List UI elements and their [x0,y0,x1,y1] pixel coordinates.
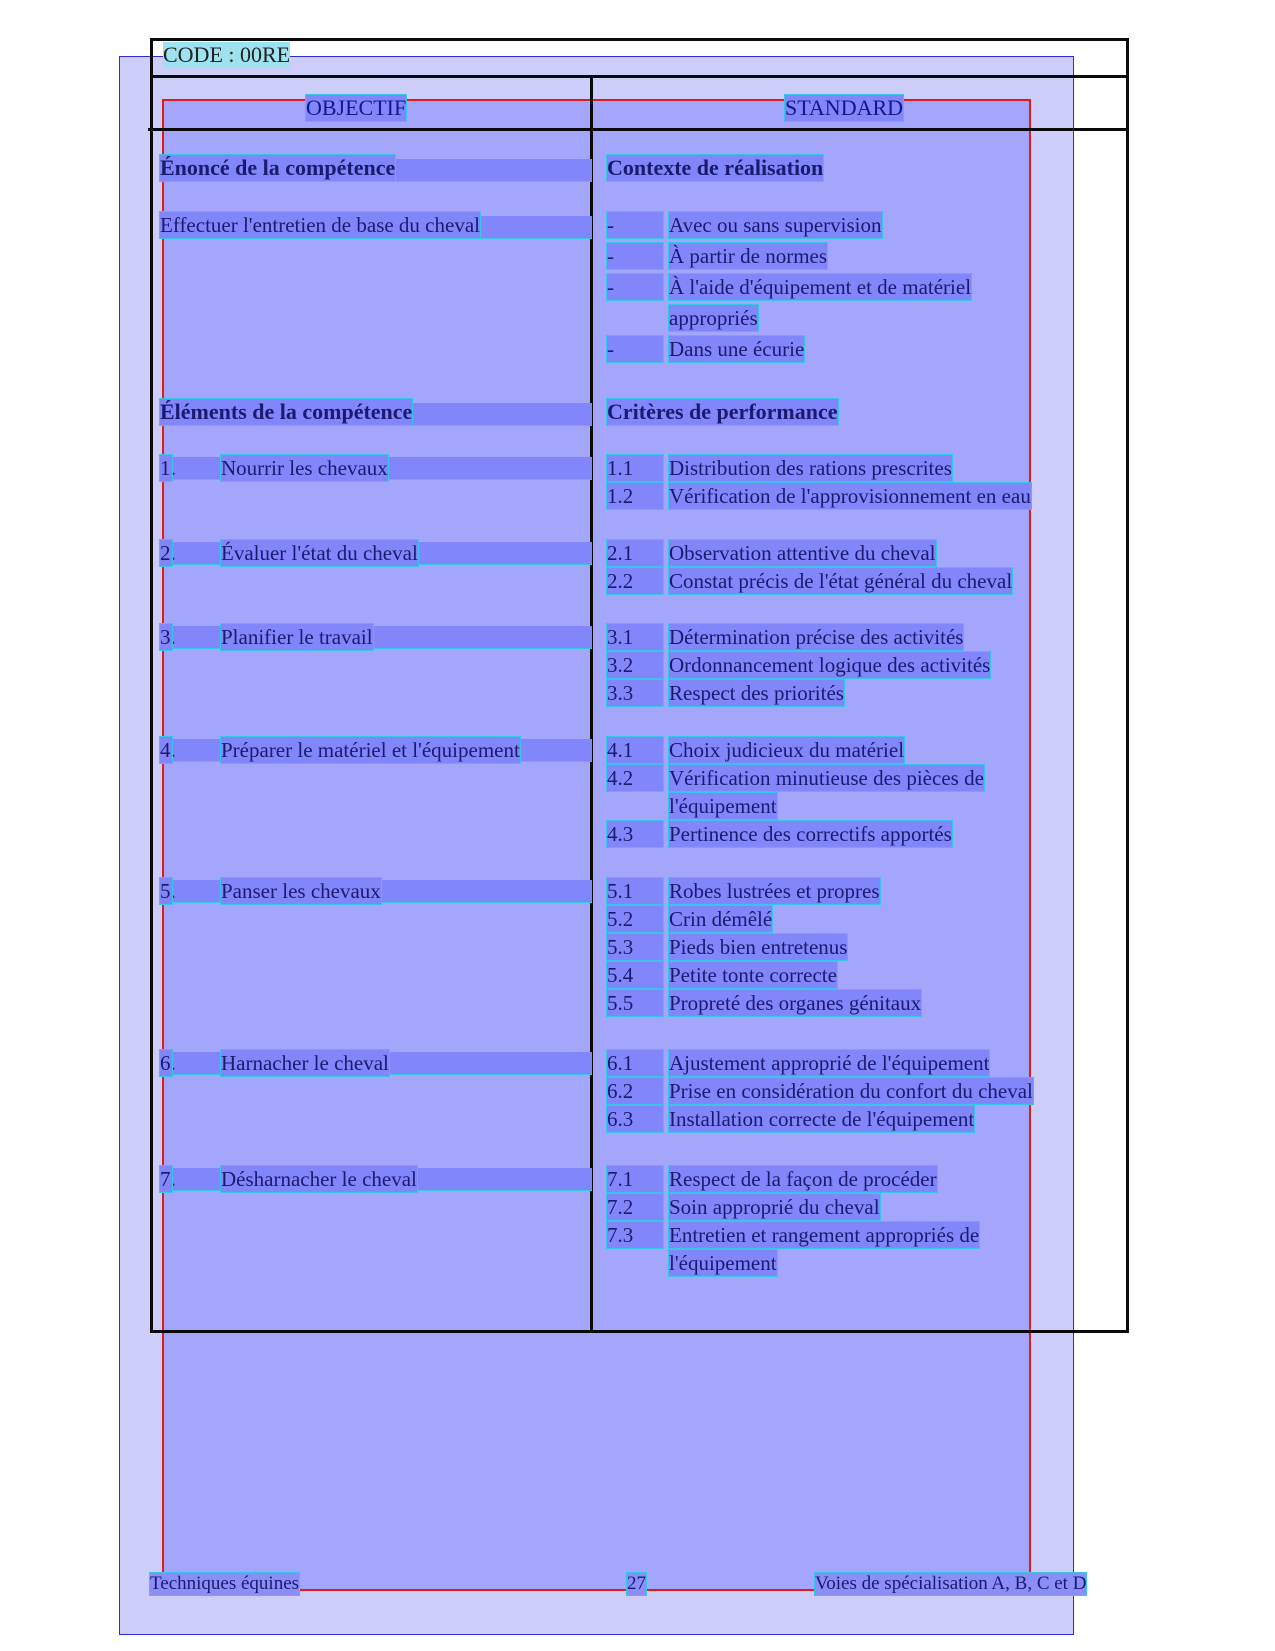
element-label: Harnacher le cheval [221,1051,389,1075]
frame-code-divider [150,75,1129,78]
criterion-text: l'équipement [669,794,777,818]
element-number: 6. [160,1051,176,1075]
criterion-number: 5.3 [607,934,663,960]
criterion-text: l'équipement [669,1251,777,1275]
criterion-text: Vérification minutieuse des pièces de [669,766,984,790]
criterion-text: Vérification de l'approvisionnement en eau [669,484,1031,508]
criterion-text: Crin démêlé [669,907,773,931]
section-title-left: Éléments de la compétence [160,399,413,424]
criterion-text: Choix judicieux du matériel [669,738,905,762]
criterion-text: Ordonnancement logique des activités [669,653,991,677]
criterion-text: Ajustement approprié de l'équipement [669,1051,990,1075]
frame-right [1126,38,1129,1333]
criterion-text: Respect de la façon de procéder [669,1167,937,1191]
context-marker: - [607,336,663,362]
criterion-number: 3.2 [607,652,663,678]
criterion-text: Petite tonte correcte [669,963,837,987]
criterion-text: Détermination précise des activités [669,625,964,649]
competence-statement: Effectuer l'entretien de base du cheval [160,213,480,237]
criterion-number: 5.2 [607,906,663,932]
criterion-text: Propreté des organes génitaux [669,991,922,1015]
footer-left: Techniques équines [150,1573,300,1594]
context-text: À l'aide d'équipement et de matériel [669,275,972,299]
frame-bottom [150,1330,1129,1333]
element-label: Évaluer l'état du cheval [221,541,418,565]
criterion-text: Constat précis de l'état général du cheval [669,569,1013,593]
element-label: Désharnacher le cheval [221,1167,417,1191]
section-title-right: Critères de performance [607,399,838,424]
criterion-number: 6.3 [607,1106,663,1132]
context-marker: - [607,243,663,269]
criterion-number: 5.1 [607,878,663,904]
document-code: CODE : 00RE [163,42,291,67]
criterion-number: 4.2 [607,765,663,791]
context-marker: - [607,212,663,238]
element-number: 2. [160,541,176,565]
element-number: 7. [160,1167,176,1191]
context-text: Avec ou sans supervision [669,213,882,237]
criterion-text: Robes lustrées et propres [669,879,880,903]
element-label: Panser les chevaux [221,879,381,903]
column-header-standard: STANDARD [785,95,904,120]
context-text: appropriés [669,306,758,330]
criterion-text: Soin approprié du cheval [669,1195,880,1219]
criterion-number: 1.2 [607,483,663,509]
element-label: Nourrir les chevaux [221,456,388,480]
element-number: 1. [160,456,176,480]
criterion-number: 7.1 [607,1166,663,1192]
criterion-number: 7.2 [607,1194,663,1220]
context-text: Dans une écurie [669,337,805,361]
element-number: 3. [160,625,176,649]
page-number: 27 [627,1573,646,1594]
criterion-number: 4.3 [607,821,663,847]
frame-left [150,38,153,1333]
frame-header-divider [148,128,1129,131]
criterion-number: 1.1 [607,455,663,481]
criterion-number: 7.3 [607,1222,663,1248]
criterion-text: Respect des priorités [669,681,844,705]
criterion-number: 6.1 [607,1050,663,1076]
criterion-number: 3.1 [607,624,663,650]
criterion-number: 5.5 [607,990,663,1016]
frame-column-divider [590,75,593,1333]
section-title-right: Contexte de réalisation [607,155,824,180]
criterion-text: Entretien et rangement appropriés de [669,1223,980,1247]
criterion-number: 5.4 [607,962,663,988]
criterion-text: Installation correcte de l'équipement [669,1107,975,1131]
criterion-text: Pieds bien entretenus [669,935,848,959]
frame-top [150,38,1129,41]
footer-right: Voies de spécialisation A, B, C et D [815,1573,1087,1594]
section-title-left: Énoncé de la compétence [160,155,396,180]
context-text: À partir de normes [669,244,828,268]
criterion-text: Prise en considération du confort du cheval [669,1079,1033,1103]
criterion-number: 3.3 [607,680,663,706]
column-header-objectif: OBJECTIF [306,95,407,120]
criterion-number: 2.1 [607,540,663,566]
context-marker: - [607,274,663,300]
element-label: Préparer le matériel et l'équipement [221,738,520,762]
criterion-text: Distribution des rations prescrites [669,456,952,480]
element-number: 5. [160,879,176,903]
criterion-number: 6.2 [607,1078,663,1104]
element-label: Planifier le travail [221,625,373,649]
criterion-text: Pertinence des correctifs apportés [669,822,952,846]
criterion-number: 2.2 [607,568,663,594]
element-number: 4. [160,738,176,762]
criterion-number: 4.1 [607,737,663,763]
criterion-text: Observation attentive du cheval [669,541,936,565]
